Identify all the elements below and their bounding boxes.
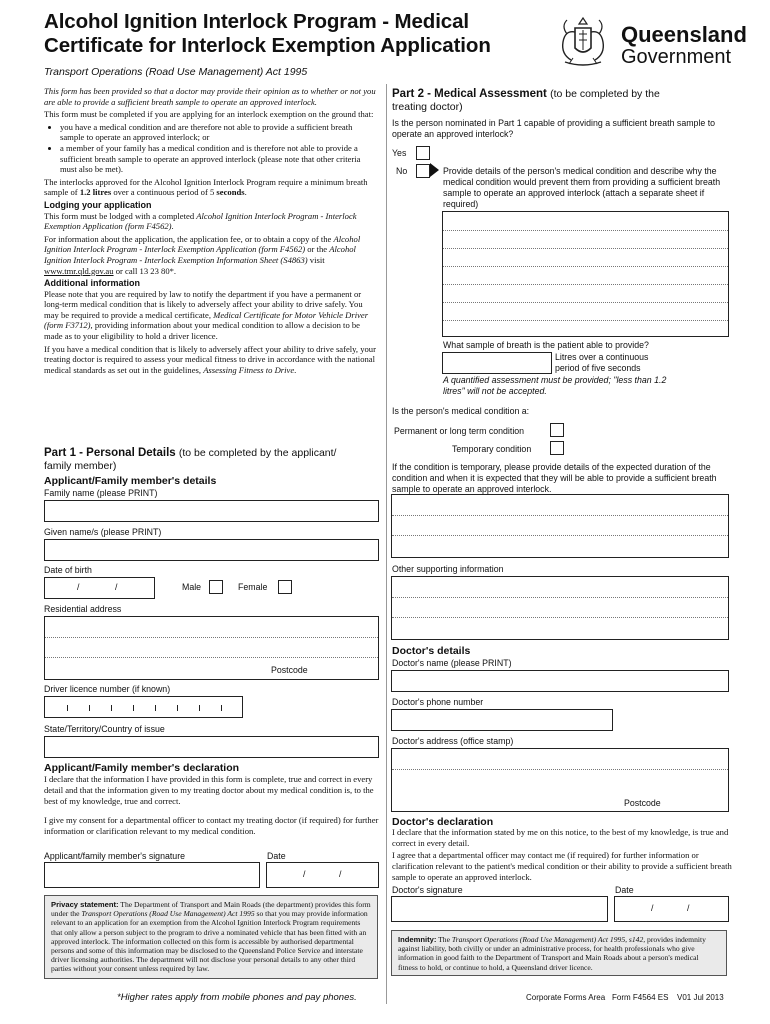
intro-p2: This form must be completed if you are applying for an interlock exemption on the ground that:	[44, 109, 374, 120]
doctor-address-label: Doctor's address (office stamp)	[392, 736, 514, 746]
applicant-declaration-text: I declare that the information I have provided in this form is complete, true and correct in every detail and that the information given to my treating doctor about my medical condition is, to the best of my knowledge, true and correct.	[44, 774, 374, 806]
address-input[interactable]	[44, 616, 379, 680]
given-names-input[interactable]	[44, 539, 379, 561]
additional-heading: Additional information	[44, 278, 140, 289]
male-checkbox[interactable]	[209, 580, 223, 594]
condition-type-question: Is the person's medical condition a:	[392, 406, 530, 416]
no-checkbox[interactable]	[416, 164, 430, 178]
female-checkbox[interactable]	[278, 580, 292, 594]
doctor-date-input[interactable]: / /	[614, 896, 729, 922]
title-line-2: Certificate for Interlock Exemption Application	[44, 34, 491, 57]
intro-bullet-1: • you have a medical condition and are therefore not able to provide a sufficient breath sample to operate an approved interlock; or	[60, 122, 378, 143]
applicant-signature-field[interactable]	[44, 862, 260, 888]
temporary-details-instruction: If the condition is temporary, please provide details of the expected duration of the condition and when it is expected that they will be able to provide a sufficient breath sample to operate an approved interlock.	[392, 462, 717, 494]
applicant-details-heading: Applicant/Family member's details	[44, 475, 217, 487]
fitness-text: If you have a medical condition that is likely to adversely affect your ability to drive safely, your treating doctor is required to assess your medical fitness to drive in accordance with the national medical standards as set out in the guidelines, Assessing Fitness to Drive.	[44, 343, 376, 375]
temporary-label: Temporary condition	[452, 444, 532, 454]
doctor-signature-label: Doctor's signature	[392, 885, 463, 895]
footer-version: V01 Jul 2013	[677, 993, 724, 1002]
intro-bullets	[54, 122, 378, 175]
doctor-name-input[interactable]	[391, 670, 729, 692]
applicant-signature-label: Applicant/family member's signature	[44, 851, 186, 861]
intro-p3: The interlocks approved for the Alcohol Ignition Interlock Program require a minimum breath sample of 1.2 litres over a continuous period of 5 seconds.	[44, 176, 368, 198]
yes-label: Yes	[392, 148, 407, 158]
logo-queensland: Queensland	[621, 22, 747, 47]
temporary-details-input[interactable]	[391, 494, 729, 558]
no-label: No	[396, 166, 408, 176]
part1-title: Part 1 - Personal Details (to be completed by the applicant/ family member)	[44, 447, 337, 472]
intro-p1: This form has been provided so that a doctor may provide their opinion as to whether or not you are able to provide a sufficient breath sample to operate an approved interlock.	[44, 86, 376, 107]
male-label: Male	[182, 582, 202, 592]
licence-label: Driver licence number (if known)	[44, 684, 171, 694]
footer-form-number: Form F4564 ES	[612, 993, 669, 1002]
state-label: State/Territory/Country of issue	[44, 724, 165, 734]
arrow-right-icon	[430, 163, 439, 177]
form-title	[44, 10, 564, 58]
breath-sample-question: What sample of breath is the patient able to provide?	[443, 340, 649, 350]
yes-checkbox[interactable]	[416, 146, 430, 160]
capability-question: Is the person nominated in Part 1 capable of providing a sufficient breath sample to operate an approved interlock?	[392, 118, 716, 139]
lodging-text: This form must be lodged with a completed Alcohol Ignition Interlock Program - Interlock Exemption Application (form F4562).	[44, 210, 357, 232]
given-names-label: Given name/s (please PRINT)	[44, 527, 162, 537]
doctor-declaration-heading: Doctor's declaration	[392, 816, 494, 828]
doctor-date-label: Date	[615, 885, 634, 895]
title-line-1: Alcohol Ignition Interlock Program - Medical	[44, 10, 470, 33]
licence-number-input[interactable]	[44, 696, 243, 718]
queensland-government-logo	[555, 14, 755, 70]
info-text: For information about the application, the application fee, or to obtain a copy of the Alcohol Ignition Interlock Program - Interlock Exemption Application (form F4562) or the Alcohol Ignition Interlock Program - Interlock Exemption Information Sheet (S4863) visit www.tmr.qld.gov.au or call 13 23 80*.	[44, 233, 361, 276]
condition-details-input[interactable]	[442, 211, 729, 337]
doctor-address-input[interactable]	[391, 748, 729, 812]
lodging-heading: Lodging your application	[44, 199, 152, 210]
doctor-postcode-label: Postcode	[624, 798, 661, 808]
permanent-label: Permanent or long term condition	[394, 426, 525, 436]
condition-details-instruction: Provide details of the person's medical condition and describe why the medical condition would prevent them from providing a sufficient breath sample to operate an approved interlock (attach a separate sheet if required)	[443, 166, 721, 209]
indemnity-statement: Indemnity: The Transport Operations (Road Use Management) Act 1995, s142, provides indemnity against liability, both civilly or under an administrative process, for health professionals who give information in good faith to the Department of Transport and Main Roads about a person's medical fitness to hold, or continue to hold, a Queensland driver licence.	[391, 930, 727, 976]
applicant-date-input[interactable]: / /	[266, 862, 379, 888]
coat-of-arms-icon	[555, 14, 611, 70]
act-reference: Transport Operations (Road Use Management) Act 1995	[44, 66, 308, 78]
dob-input[interactable]: / /	[44, 577, 155, 599]
doctor-phone-label: Doctor's phone number	[392, 697, 484, 707]
phone-rates-footnote: *Higher rates apply from mobile phones and pay phones.	[117, 992, 357, 1003]
column-divider	[386, 84, 387, 1004]
privacy-statement: Privacy statement: The Department of Transport and Main Roads (the department) provides this form under the Transport Operations (Road Use Management) Act 1995 so that you may provide information relevant to an application for an exemption from the Alcohol Ignition Interlock Program requirements that only allow a person subject to the program to drive a nominated vehicle that has been fitted with an approved interlock. The information collected on this form is accessible by authorised departmental persons and some of this information may be disclosed to the Queensland Police Service and interstate driver licensing authorities. The department will not disclose your personal details to any other third parties without your consent unless required by law.	[44, 895, 378, 979]
other-info-label: Other supporting information	[392, 564, 504, 574]
doctor-declaration-text: I declare that the information stated by me on this notice, to the best of my knowledge, is true and correct in every detail.	[392, 827, 729, 848]
family-name-label: Family name (please PRINT)	[44, 488, 158, 498]
dob-label: Date of birth	[44, 565, 92, 575]
tmr-website-link[interactable]: www.tmr.qld.gov.au	[44, 265, 114, 276]
doctor-details-heading: Doctor's details	[392, 645, 471, 657]
applicant-declaration-heading: Applicant/Family member's declaration	[44, 762, 240, 774]
intro-bullet-2: • a member of your family has a medical condition and is therefore not able to provide a sufficient breath sample to operate an approved interlock (please note that other criteria must also be met).	[60, 143, 378, 175]
applicant-consent-text: I give my consent for a departmental officer to contact my treating doctor (if required) for further information or clarification relevant to my medical condition.	[44, 815, 379, 836]
intro-text	[44, 86, 378, 377]
doctor-phone-input[interactable]	[391, 709, 613, 731]
address-label: Residential address	[44, 604, 122, 614]
temporary-checkbox[interactable]	[550, 441, 564, 455]
applicant-date-label: Date	[267, 851, 286, 861]
female-label: Female	[238, 582, 268, 592]
part2-title: Part 2 - Medical Assessment (to be completed by the treating doctor)	[392, 88, 660, 113]
footer-forms-area: Corporate Forms Area	[526, 993, 606, 1002]
doctor-consent-text: I agree that a departmental officer may contact me (if required) for further information or clarification relevant to the patient's medical condition or their ability to provide a sufficient breath sample to operate an approved interlock.	[392, 850, 732, 882]
doctor-signature-field[interactable]	[391, 896, 608, 922]
logo-government: Government	[621, 46, 732, 68]
permanent-checkbox[interactable]	[550, 423, 564, 437]
doctor-name-label: Doctor's name (please PRINT)	[392, 658, 512, 668]
other-info-input[interactable]	[391, 576, 729, 640]
state-input[interactable]	[44, 736, 379, 758]
litres-label: Litres over a continuous period of five seconds	[555, 352, 649, 373]
additional-text: Please note that you are required by law to notify the department if you have a permanent or long-term medical condition that is likely to adversely affect your ability to drive safely. You may be required to provide a medical certificate, Medical Certificate for Motor Vehicle Driver (form F3712), providing information about your medical condition to allow a decision to be made as to your eligibility to hold a driver licence.	[44, 288, 369, 342]
breath-litres-input[interactable]	[442, 352, 552, 374]
family-name-input[interactable]	[44, 500, 379, 522]
quantified-note: A quantified assessment must be provided; "less than 1.2 litres" will not be accepted.	[443, 375, 667, 396]
address-postcode-label: Postcode	[271, 665, 308, 675]
